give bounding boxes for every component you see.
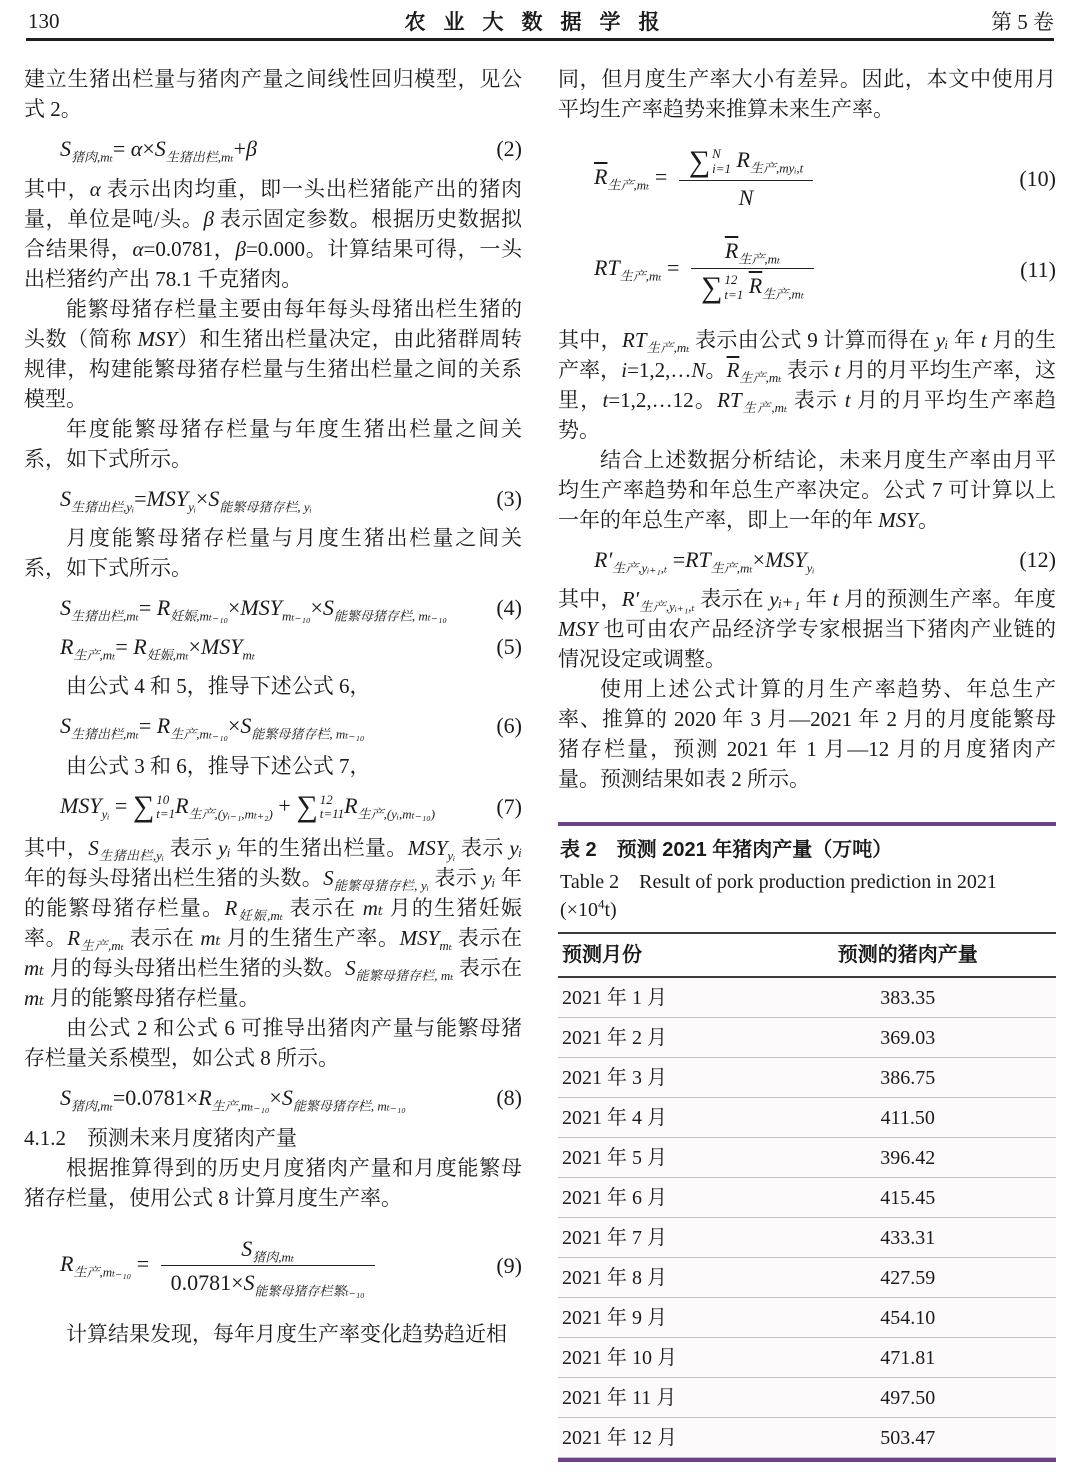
equation-12 — [558, 546, 1056, 574]
cell-value: 411.50 — [880, 1106, 935, 1129]
section-heading: 4.1.2 预测未来月度猪肉产量 — [24, 1125, 297, 1150]
table-row — [558, 1018, 1056, 1058]
paragraph: 其中，$S_{生猪出栏,yᵢ}$ 表示 yᵢ 年的生猪出栏量。$MSY_{yᵢ}$ 表示 yᵢ 年的每头母猪出栏生猪的头数。$S_{能繁母猪存栏, yᵢ}$ 表示 yᵢ 年的能繁母猪存栏量。$R_{妊娠,m_t}$ 表示在 mₜ 月的生猪妊娠率。$R_{生产,m_t}$ 表示在 mₜ 月的生猪生产率。$MSY_{m_t}$ 表示在 mₜ 月的每头母猪出栏生猪的头数。$S_{能繁母猪存栏, m_t}$ 表示在 mₜ 月的能繁母猪存栏量。 — [24, 836, 523, 1011]
paragraph: 同，但月度生产率大小有差异。因此，本文中使用月平均生产率趋势来推算未来生产率。 — [558, 67, 1056, 121]
paragraph: 建立生猪出栏量与猪肉产量之间线性回归模型，见公式 2。 — [24, 67, 522, 121]
cell-value: 454.10 — [880, 1306, 936, 1329]
equation-8-number: (8) — [496, 1085, 522, 1111]
table-row — [558, 978, 1056, 1018]
paragraph: 由公式 3 和 6，推导下述公式 7， — [66, 753, 371, 778]
cell-value: 503.47 — [880, 1426, 936, 1449]
equation-3-body: $S_{生猪出栏,yᵢ}=MSY_{yᵢ}\times S_{能繁母猪存栏, yᵢ}$ — [60, 485, 312, 514]
equation-2-body: $S_{猪肉,m_t}= \alpha\times S_{生猪出栏,m_t}+\beta$ — [60, 136, 258, 165]
equation-10 — [558, 142, 1056, 215]
equation-6 — [24, 712, 522, 740]
paragraph: 使用上述公式计算的月生产率趋势、年总生产率、推算的 2020 年 3 月—2021 年 2 月的月度能繁母猪存栏量，预测 2021 年 1 月—12 月的月度猪肉产量。预测结果如表 2 所示。 — [558, 677, 1056, 792]
cell-value: 415.45 — [880, 1186, 936, 1209]
equation-4 — [24, 594, 522, 622]
equation-2-number: (2) — [496, 136, 522, 161]
table-row — [558, 1418, 1056, 1458]
equation-8 — [24, 1084, 522, 1112]
table-row — [558, 1098, 1056, 1138]
table-header-month: 预测月份 — [562, 944, 642, 967]
table-row — [558, 1378, 1056, 1418]
cell-month: 2021 年 2 月 — [562, 1026, 667, 1049]
equation-11-fraction — [691, 237, 814, 302]
table-caption-cn: 表 2 预测 2021 年猪肉产量（万吨） — [560, 839, 893, 862]
paragraph: 能繁母猪存栏量主要由每年每头母猪出栏生猪的头数（简称 MSY）和生猪出栏量决定，由此猪群周转规律，构建能繁母猪存栏量与生猪出栏量之间的关系模型。 — [24, 296, 523, 411]
table-top-rule — [558, 822, 1056, 826]
table-header-value: 预测的猪肉产量 — [837, 944, 978, 967]
cell-month: 2021 年 12 月 — [562, 1426, 677, 1449]
equation-9-body — [24, 1231, 375, 1301]
equation-10-denominator: N — [738, 184, 754, 210]
equation-10-body — [558, 142, 813, 215]
equation-4-body: $S_{生猪出栏,m_t}= R_{妊娠,m_{t-10}}\times MSY_{m_{t-10}}\times S_{能繁母猪存栏, m_{t-10}}$ — [60, 595, 447, 624]
equation-12-body: $R'_{生产,yᵢ_{+1},_t} =RT_{生产,m_t}\times MSY_{yᵢ}$ — [594, 546, 815, 576]
cell-month: 2021 年 4 月 — [562, 1106, 667, 1129]
equation-11-denominator: ∑ 12 t=1 $\overline{R}_{生产,m_t}$ — [700, 270, 805, 304]
table-row — [558, 1218, 1056, 1258]
table-row — [558, 1258, 1056, 1298]
cell-value: 471.81 — [880, 1346, 936, 1369]
equation-3-number: (3) — [496, 485, 522, 511]
cell-month: 2021 年 10 月 — [562, 1346, 677, 1369]
page-number: 130 — [28, 8, 60, 33]
equation-11 — [558, 233, 1056, 306]
cell-month: 2021 年 7 月 — [562, 1226, 667, 1249]
equation-3 — [24, 485, 522, 513]
paragraph: 月度能繁母猪存栏量与月度生猪出栏量之间关系，如下式所示。 — [24, 526, 522, 580]
cell-month: 2021 年 3 月 — [562, 1066, 667, 1089]
cell-month: 2021 年 11 月 — [562, 1386, 677, 1409]
table-row — [558, 1058, 1056, 1098]
equation-9-number: (9) — [496, 1253, 522, 1279]
right-column — [558, 64, 1056, 1462]
paragraph: 其中，α 表示出肉均重，即一头出栏猪能产出的猪肉量，单位是吨/头。β 表示固定参数。根据历史数据拟合结果得，α=0.0781，β=0.000。计算结果可得，一头出栏猪约产出 78.1 千克猪肉。 — [24, 176, 523, 291]
equation-9-numerator: $S_{猪肉,m_t}$ — [161, 1235, 375, 1267]
table-row — [558, 1178, 1056, 1218]
equation-9-denominator: $0.0781\times S_{能繁母猪存栏繁_{t-10}}$ — [170, 1270, 365, 1299]
equation-8-body: $S_{猪肉,m_t}=0.0781\times R_{生产,m_{t-10}}\times S_{能繁母猪存栏, m_{t-10}}$ — [60, 1085, 406, 1114]
paragraph: 由公式 2 和公式 6 可推导出猪肉产量与能繁母猪存栏量关系模型，如公式 8 所示。 — [24, 1016, 522, 1071]
cell-value: 433.31 — [880, 1226, 936, 1249]
paragraph: 结合上述数据分析结论，未来月度生产率由月平均生产率趋势和年总生产率决定。公式 7 可计算以上一年的年总生产率，即上一年的年 MSY。 — [558, 447, 1056, 532]
equation-11-body — [558, 233, 814, 306]
equation-7-number: (7) — [496, 794, 522, 820]
equation-9 — [24, 1231, 522, 1301]
cell-value: 383.35 — [880, 986, 936, 1009]
table-2 — [558, 822, 1056, 1462]
cell-month: 2021 年 5 月 — [562, 1146, 667, 1169]
cell-value: 396.42 — [880, 1146, 936, 1169]
equation-6-body: $S_{生猪出栏,m_t}= R_{生产,m_{t-10}}\times S_{能繁母猪存栏, m_{t-10}}$ — [60, 713, 365, 742]
cell-value: 369.03 — [880, 1026, 936, 1049]
cell-month: 2021 年 8 月 — [562, 1266, 667, 1289]
paragraph: 年度能繁母猪存栏量与年度生猪出栏量之间关系，如下式所示。 — [24, 416, 522, 471]
paragraph: 根据推算得到的历史月度猪肉产量和月度能繁母猪存栏量，使用公式 8 计算月度生产率。 — [24, 1155, 522, 1210]
journal-title: 农业大数据学报 — [404, 11, 678, 34]
equation-9-lhs: $R_{生产,m_{t-10}}$ = — [60, 1251, 155, 1280]
cell-value: 386.75 — [880, 1066, 936, 1089]
left-column — [24, 64, 522, 1349]
cell-month: 2021 年 9 月 — [562, 1306, 667, 1329]
table-row — [558, 1338, 1056, 1378]
equation-10-numerator: ∑ N i=1 $R_{生产,myᵢ,t}$ — [679, 146, 814, 181]
equation-11-lhs: $RT_{生产,m_t}$ = — [594, 255, 685, 284]
volume-label: 第 5 卷 — [991, 10, 1054, 34]
cell-value: 427.59 — [880, 1266, 936, 1289]
equation-11-number: (11) — [1020, 257, 1056, 283]
running-head — [28, 6, 1054, 36]
equation-2 — [24, 135, 522, 163]
table-row — [558, 1138, 1056, 1178]
equation-11-numerator: $\overline{R}_{生产,m_t}$ — [691, 237, 814, 269]
equation-10-lhs: $\overline{R}_{生产,m_t}$ = — [594, 163, 673, 193]
equation-12-number: (12) — [1019, 546, 1056, 572]
paragraph: 计算结果发现，每年月度生产率变化趋势趋近相 — [66, 1321, 507, 1346]
equation-5-number: (5) — [496, 633, 522, 659]
equation-7 — [24, 792, 522, 823]
equation-4-number: (4) — [496, 595, 522, 620]
table-caption-en: Table 2 Result of pork production prediction in 2021 $(\times 10^4t)$ — [560, 871, 997, 922]
equation-10-fraction — [679, 146, 814, 211]
paragraph: 其中，$R'_{生产,yᵢ_{+1},_t}$ 表示在 yᵢ₊₁ 年 t 月的预测生产率。年度 MSY 也可由农产品经济学专家根据当下猪肉产业链的情况设定或调整。 — [558, 587, 1057, 672]
cell-month: 2021 年 6 月 — [562, 1186, 667, 1209]
paragraph: 其中，$RT_{生产,m_t}$ 表示由公式 9 计算而得在 yᵢ 年 t 月的生产率，i=1,2,…N。$\overline{R}_{生产,m_t}$ 表示 t 月的月平均生产率，这里，t=1,2,…12。$RT_{生产,m_t}$ 表示 t 月的月平均生产率趋势。 — [558, 327, 1057, 442]
equation-5 — [24, 633, 522, 661]
equation-9-fraction — [161, 1235, 375, 1297]
equation-6-number: (6) — [496, 713, 522, 738]
table-bottom-rule — [558, 1458, 1056, 1462]
paragraph: 由公式 4 和 5，推导下述公式 6， — [66, 674, 371, 698]
equation-5-body: $R_{生产,m_t}= R_{妊娠,m_t}\times MSY_{m_t}$ — [60, 633, 256, 662]
header-rule — [26, 38, 1054, 41]
table-row — [558, 1298, 1056, 1338]
equation-10-number: (10) — [1019, 165, 1056, 191]
table-header-row — [558, 934, 1056, 978]
cell-month: 2021 年 1 月 — [562, 986, 667, 1009]
equation-7-body: $MSY_{yᵢ}$ = ∑ 10 t=1 $R_{生产,(yᵢ_{-1},m_{t+2})}$ + ∑ 12 t=11 $R_{生产,(yᵢ,m_{t-10})}$ — [60, 790, 436, 824]
cell-value: 497.50 — [880, 1386, 936, 1409]
